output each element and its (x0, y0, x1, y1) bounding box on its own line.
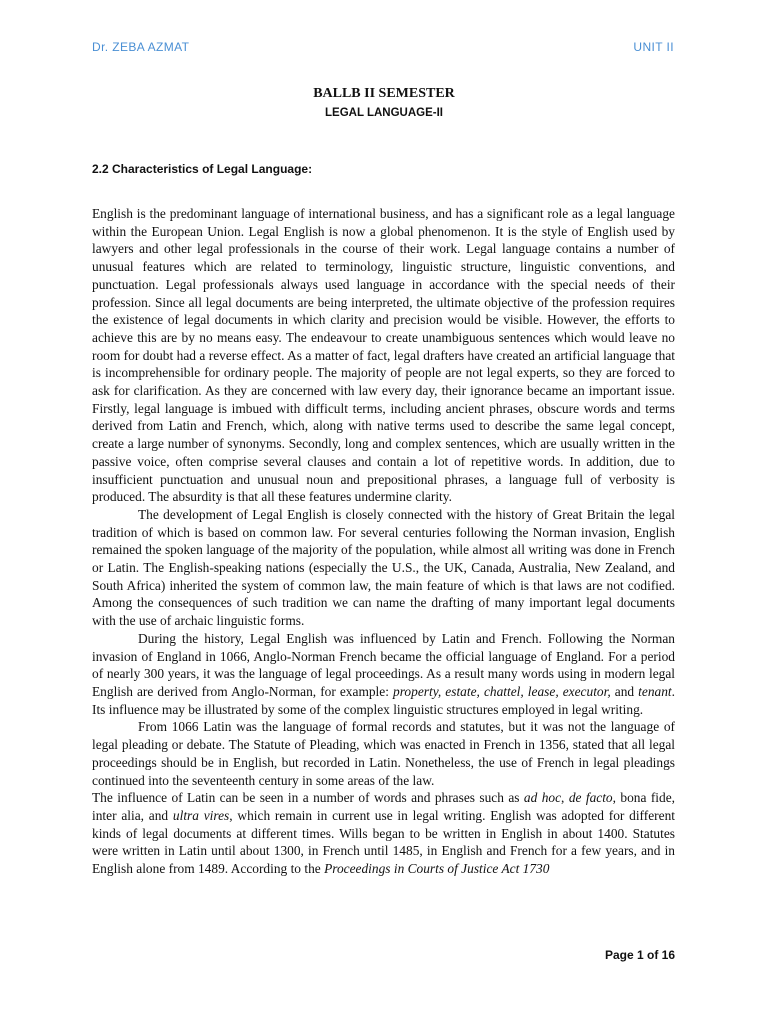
header-author: Dr. ZEBA AZMAT (92, 40, 190, 54)
paragraph-5-text-d: , which remain in current use in legal writing. English was adopted for different kinds of legal documents at different times. Wills began to be written in English in about 1400. Statutes were written in Latin until about 1300, in French until 1485, in English and French for a few years, and in English alone from 1489. According to the (92, 807, 675, 877)
paragraph-1: English is the predominant language of international business, and has a significant role as a legal language within the European Union. Legal English is now a global phenomenon. It is the style of English used by lawyers and other legal professionals in the course of their work. Legal language contains a number of unusual features which are related to terminology, linguistic structure, linguistic conventions, and punctuation. Legal professionals always used language in accordance with the special needs of their profession. Since all legal documents are being interpreted, the ultimate objective of the profession requires the existence of legal documents in which clarity and precision would be visible. However, the efforts to achieve this are by no means easy. The endeavour to create unambiguous sentences which would leave no room for doubt had a reverse effect. As a matter of fact, legal drafters have created an artificial language that is incomprehensible for ordinary people. The majority of people are not legal experts, so they are forced to ask for clarification. As they are concerned with law every day, their ignorance became an important issue. Firstly, legal language is imbued with difficult terms, including ancient phrases, obscure words and terms derived from Latin and French, which, along with native terms used to describe the same legal concept, create a large number of synonyms. Secondly, long and complex sentences, which are usually written in the passive voice, often comprise several clauses and contain a lot of repetitive words. In addition, due to insufficient punctuation and unusual noun and prepositional phrases, a language full of verbosity is produced. The absurdity is that all these features undermine clarity. (92, 206, 675, 505)
paragraph-5-italic-ad-hoc: ad hoc (523, 790, 562, 806)
paragraph-4: From 1066 Latin was the language of formal records and statutes, but it was not the language of legal pleading or debate. The Statute of Pleading, which was enacted in French in 1356, stated that all legal proceedings should be in English, but recorded in Latin. Nonetheless, the use of French in legal pleadings continued into the seventeenth century in some areas of the law. (92, 719, 675, 788)
page-number: Page 1 of 16 (604, 948, 675, 962)
paragraph-5-text-b: , (561, 790, 569, 806)
paragraph-3 (92, 630, 675, 719)
document-title: BALLB II SEMESTER (313, 86, 455, 101)
paragraph-5 (92, 789, 675, 878)
paragraph-5-italic-ultra-vires: ultra vires (172, 807, 230, 823)
paragraph-5-text-a: The influence of Latin can be seen in a number of words and phrases such as (92, 790, 524, 806)
paragraph-3-italic-terms: property, estate, chattel, lease, executor, (393, 683, 611, 699)
paragraph-5-italic-act: Proceedings in Courts of Justice Act 1730 (324, 861, 550, 877)
document-body (92, 205, 675, 878)
paragraph-3-text-a: During the history, Legal English was influenced by Latin and French. Following the Norman invasion of England in 1066, Anglo-Norman French became the official language of England. For a period of nearly 300 years, it was the language of legal proceedings. As a result many words using in modern legal English are derived from Anglo-Norman, for example: (92, 630, 675, 699)
paragraph-3-text-b: and (610, 683, 639, 699)
paragraph-3-text-c: . Its influence may be illustrated by some of the complex linguistic structures employed in legal writing. (92, 683, 675, 717)
paragraph-3-italic-tenant: tenant (638, 683, 672, 699)
section-heading: 2.2 Characteristics of Legal Language: (92, 162, 313, 176)
paragraph-2: The development of Legal English is closely connected with the history of Great Britain the legal tradition of which is based on common law. For several centuries following the Norman invasion, English remained the spoken language of the majority of the population, while almost all writing was done in French or Latin. The English-speaking nations (especially the U.S., the UK, Canada, Australia, New Zealand, and South Africa) inherited the system of common law, the main feature of which is that laws are not codified. Among the consequences of such tradition we can name the drafting of many important legal documents with the use of archaic linguistic forms. (92, 506, 675, 629)
paragraph-5-italic-de-facto: de facto (568, 790, 613, 806)
header-unit: UNIT II (633, 40, 674, 54)
paragraph-5-text-c: , bona fide, inter alia, and (92, 790, 675, 823)
document-subtitle: LEGAL LANGUAGE-II (325, 107, 443, 119)
